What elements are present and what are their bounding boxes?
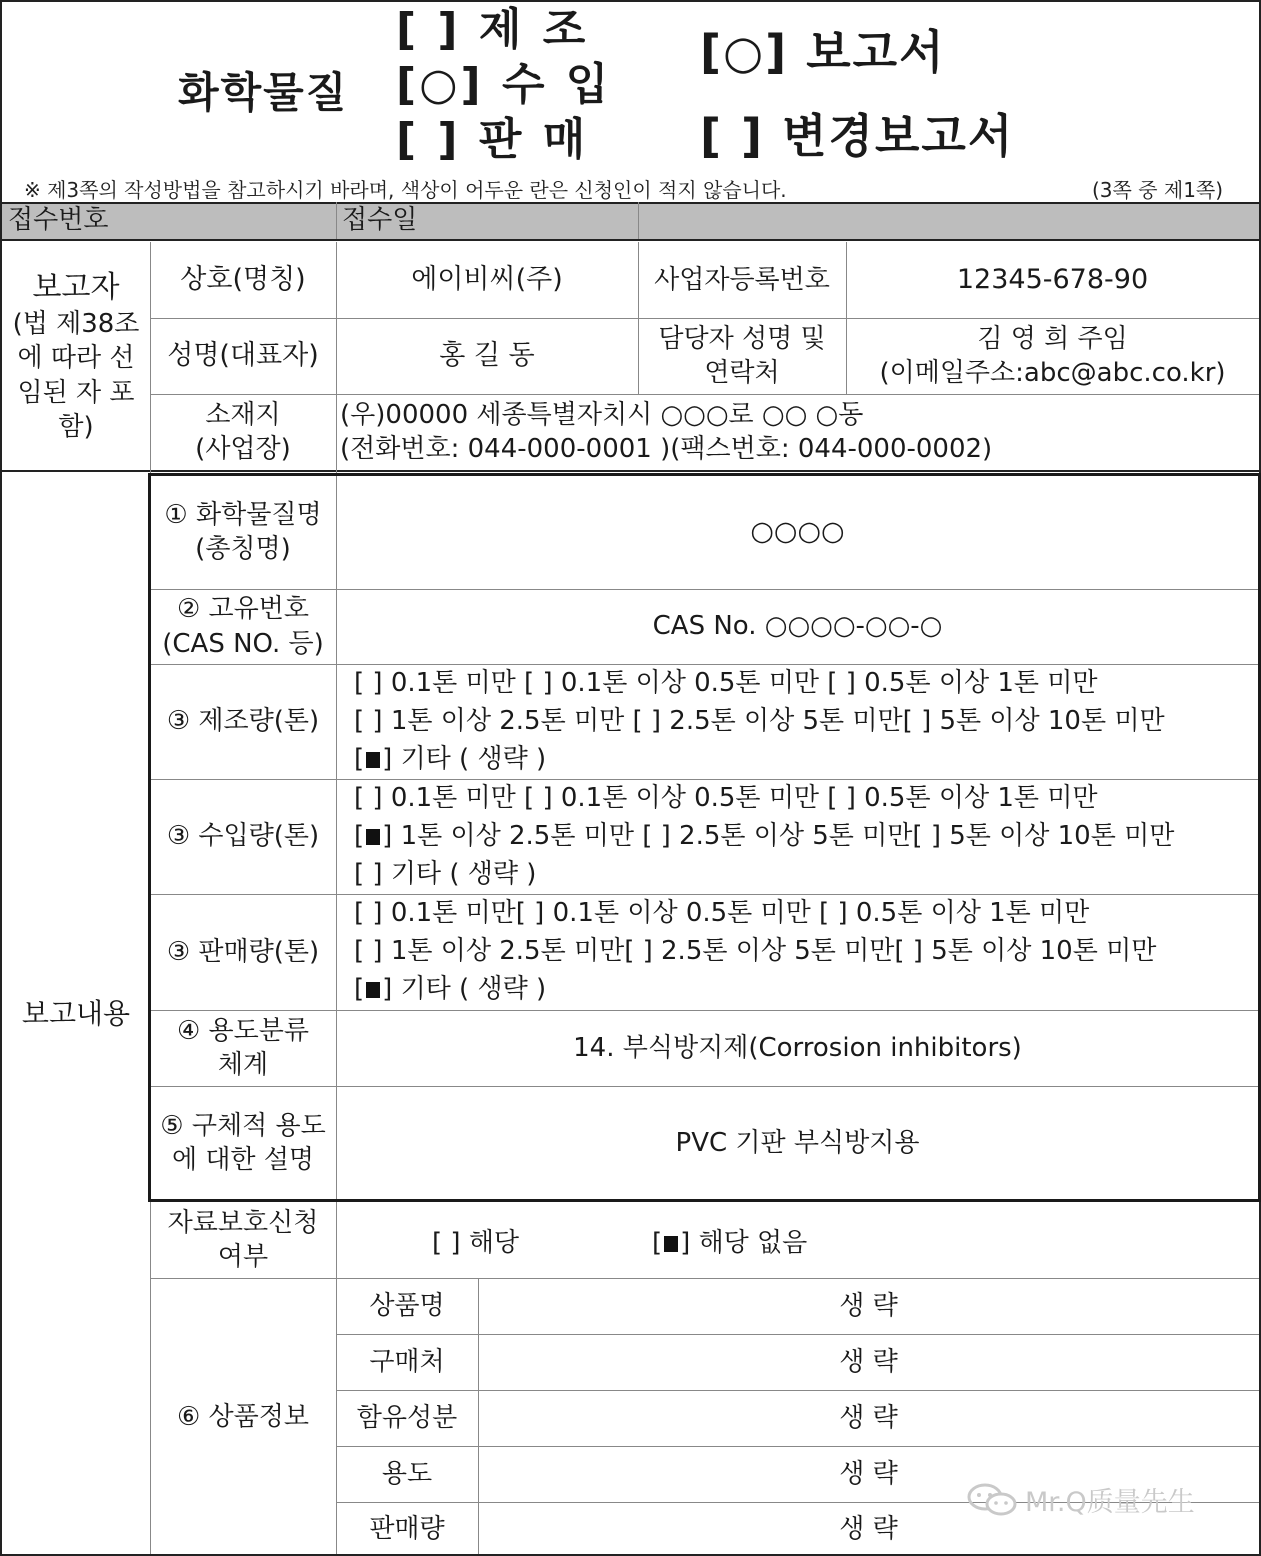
contact-email: (이메일주소:abc@abc.co.kr) <box>879 358 1226 388</box>
bizno-value: 12345-678-90 <box>956 264 1149 296</box>
divider <box>150 318 1259 319</box>
sales-option-line-2[interactable]: [ ] 1톤 이상 2.5톤 미만[ ] 2.5톤 이상 5톤 미만[ ] 5톤 이상 10톤 미만 <box>354 936 1157 966</box>
chemical-name-value: ○○○○ <box>750 516 845 548</box>
product-row-value: 생 략 <box>839 1458 898 1489</box>
watermark <box>967 1480 1195 1519</box>
contact-label: 담당자 성명 및 연락처 <box>658 323 826 388</box>
phone-fax-line: (전화번호: 044-000-0001 )(팩스번호: 044-000-0002) <box>340 434 993 464</box>
sales-option-other[interactable]: [ ] 기타 ( 생략 ) <box>354 974 547 1004</box>
use-classification-value: 14. 부식방지제(Corrosion inhibitors) <box>573 1032 1022 1063</box>
import-option-line-2[interactable]: [ ] 1톤 이상 2.5톤 미만 [ ] 2.5톤 이상 5톤 미만[ ] 5톤 이상 10톤 미만 <box>354 821 1175 851</box>
cas-label-sub: (CAS NO. 등) <box>162 628 324 659</box>
sales-option-line-1[interactable]: [ ] 0.1톤 미만[ ] 0.1톤 이상 0.5톤 미만 [ ] 0.5톤 이상 1톤 미만 <box>354 898 1090 928</box>
receipt-number-label: 접수번호 <box>8 205 109 236</box>
divider <box>336 1390 1259 1391</box>
product-row-value: 생 략 <box>839 1402 898 1433</box>
reporter-section <box>2 242 150 470</box>
divider <box>2 470 1259 472</box>
divider <box>150 1278 1259 1279</box>
product-row-name: 함유성분 <box>356 1402 458 1433</box>
wechat-icon <box>967 1483 1019 1517</box>
checked-box-icon <box>664 1236 678 1252</box>
type-option-sales[interactable]: [ ] 판 매 <box>396 114 589 165</box>
receipt-date-label: 접수일 <box>342 205 418 236</box>
product-row-name: 용도 <box>381 1458 433 1489</box>
company-value: 에이비씨(주) <box>411 264 563 296</box>
address-value <box>340 394 1259 470</box>
use-classification-label: ④ 용도분류체계 <box>176 1015 310 1080</box>
product-row-name: 판매량 <box>369 1513 445 1544</box>
product-row-value: 생 략 <box>839 1290 898 1321</box>
divider <box>336 1446 1259 1447</box>
chemical-name-label-sub: (총칭명) <box>195 534 291 564</box>
contact-value <box>846 318 1259 394</box>
chemical-name-label-main: ① 화학물질명 <box>164 499 322 530</box>
divider <box>638 242 639 394</box>
cas-value: CAS No. ○○○○-○○-○ <box>652 611 943 642</box>
product-row-value: 생 략 <box>839 1346 898 1377</box>
divider <box>2 202 1259 204</box>
sales-label: ③ 판매량(톤) <box>166 936 320 967</box>
form-title: 화학물질 <box>178 68 349 117</box>
protection-label: 자료보호신청 여부 <box>167 1207 319 1272</box>
contact-name: 김 영 희 주임 <box>977 323 1128 354</box>
address-label-sub: (사업장) <box>195 434 291 464</box>
report-option-change-report[interactable]: [ ] 변경보고서 <box>700 109 1015 163</box>
product-info-label: ⑥ 상품정보 <box>176 1401 310 1432</box>
type-options <box>396 2 611 168</box>
address-label <box>150 394 336 470</box>
product-row-name: 상품명 <box>369 1290 445 1321</box>
product-row-value: 생 략 <box>839 1513 898 1544</box>
import-option-line-1[interactable]: [ ] 0.1톤 미만 [ ] 0.1톤 이상 0.5톤 미만 [ ] 0.5톤 이상 1톤 미만 <box>354 783 1098 813</box>
representative-label: 성명(대표자) <box>167 340 319 372</box>
import-option-other[interactable]: [ ] 기타 ( 생략 ) <box>354 859 537 889</box>
highlight-box <box>148 473 1261 1202</box>
reporter-title: 보고자 <box>32 269 120 305</box>
cas-label-main: ② 고유번호 <box>176 594 310 625</box>
divider <box>478 1278 479 1554</box>
specific-use-label: ⑤ 구체적 용도에 대한 설명 <box>160 1110 326 1175</box>
content-section-title: 보고내용 <box>21 996 131 1030</box>
watermark-text: Mr.Q质量先生 <box>1025 1487 1195 1518</box>
address-line: (우)00000 세종특별자치시 ○○○로 ○○ ○동 <box>340 399 864 430</box>
type-option-manufacture[interactable]: [ ] 제 조 <box>396 4 589 55</box>
representative-value: 홍 길 동 <box>439 340 535 372</box>
protection-option-no[interactable]: [ ] 해당 없음 <box>652 1228 808 1258</box>
divider <box>638 202 639 239</box>
manufacture-option-line-1[interactable]: [ ] 0.1톤 미만 [ ] 0.1톤 이상 0.5톤 미만 [ ] 0.5톤 이상 1톤 미만 <box>354 668 1098 698</box>
reporter-subtitle: (법 제38조에 따라 선임된 자 포함) <box>12 309 140 443</box>
type-option-import[interactable]: [○] 수 입 <box>396 59 612 110</box>
divider <box>336 1334 1259 1335</box>
product-row-name: 구매처 <box>369 1346 445 1377</box>
report-option-report[interactable]: [○] 보고서 <box>700 25 946 79</box>
page-info: (3쪽 중 제1쪽) <box>1092 178 1224 202</box>
divider <box>336 202 337 239</box>
divider <box>2 239 1259 241</box>
address-label-main: 소재지 <box>205 399 281 430</box>
instruction-note: ※ 제3쪽의 작성방법을 참고하시기 바라며, 색상이 어두운 란은 신청인이 적지 않습니다. <box>24 178 787 202</box>
company-label: 상호(명칭) <box>180 264 306 296</box>
bizno-label: 사업자등록번호 <box>654 264 830 295</box>
divider <box>150 394 1259 395</box>
divider <box>846 242 847 394</box>
manufacture-label: ③ 제조량(톤) <box>166 706 320 737</box>
manufacture-option-other[interactable]: [ ] 기타 ( 생략 ) <box>354 744 547 774</box>
import-label: ③ 수입량(톤) <box>166 821 320 852</box>
protection-option-yes[interactable]: [ ] 해당 <box>432 1228 520 1258</box>
specific-use-value: PVC 기판 부식방지용 <box>675 1127 920 1158</box>
manufacture-option-line-2[interactable]: [ ] 1톤 이상 2.5톤 미만 [ ] 2.5톤 이상 5톤 미만[ ] 5톤 이상 10톤 미만 <box>354 706 1165 736</box>
